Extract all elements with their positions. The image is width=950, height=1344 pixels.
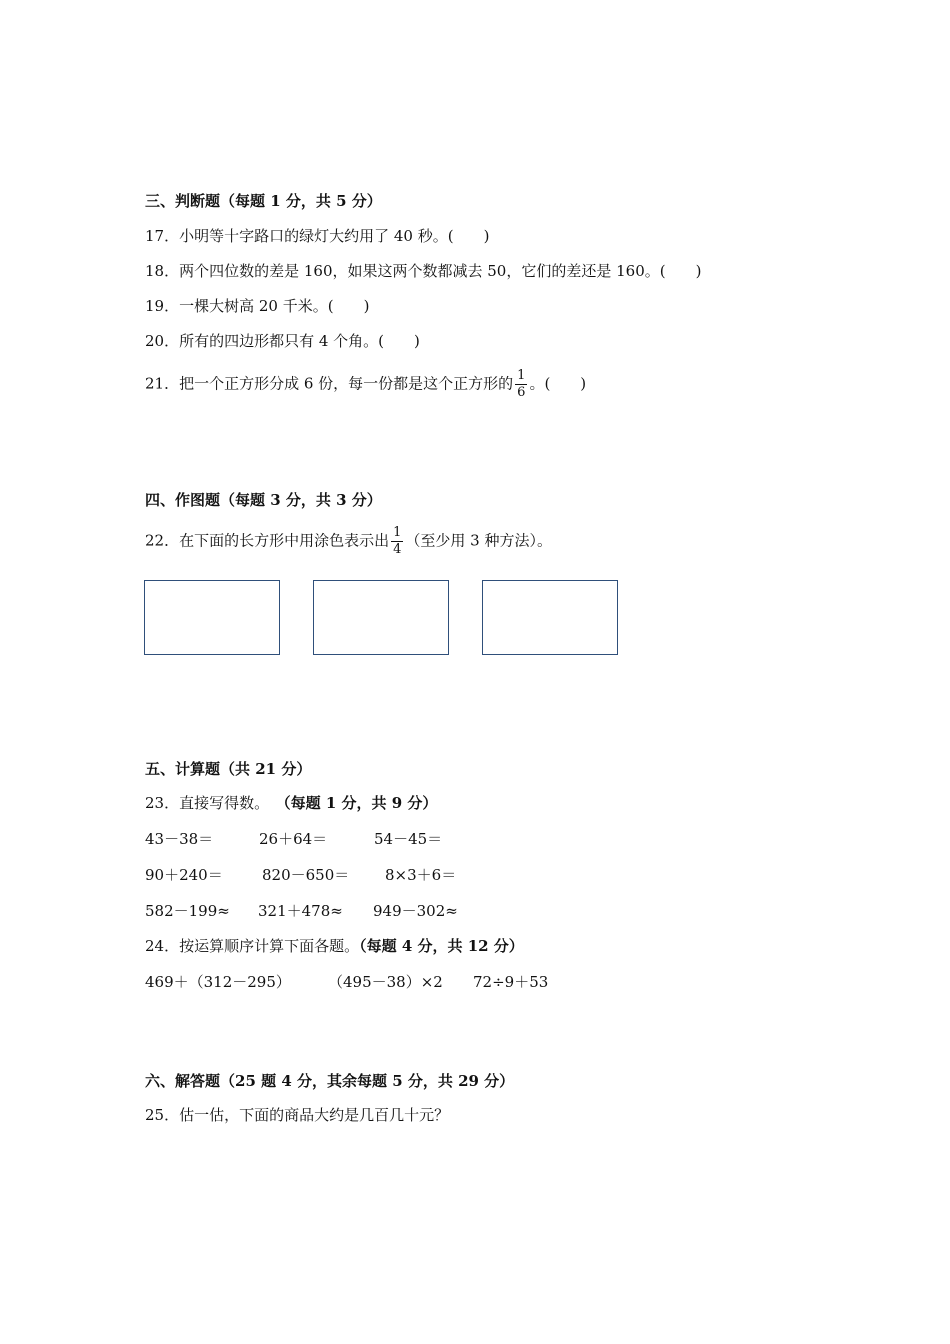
drawing-rectangle-2[interactable]	[313, 580, 449, 655]
fraction-numerator: 1	[517, 368, 526, 383]
calc-item: 26＋64＝	[259, 830, 328, 848]
section6-heading: 六、解答题（25 题 4 分，其余每题 5 分，共 29 分）	[145, 1072, 515, 1090]
question-23-points: （每题 1 分，共 9 分）	[283, 794, 438, 812]
calc-item: 8×3＋6＝	[385, 866, 457, 884]
question-20: 20．所有的四边形都只有 4 个角。( )	[145, 332, 420, 350]
question-24-text: 24．按运算顺序计算下面各题。	[145, 937, 360, 955]
section5-heading: 五、计算题（共 21 分）	[145, 760, 312, 778]
calc-item: （495－38）×2	[328, 973, 443, 991]
question-23	[145, 793, 437, 813]
fraction-denominator: 6	[517, 385, 526, 400]
section3-heading: 三、判断题（每题 1 分，共 5 分）	[145, 192, 382, 210]
calc-item: 820－650＝	[262, 866, 350, 884]
question-23-text: 23．直接写得数。	[145, 794, 270, 812]
question-21-answer-blank: 。( )	[529, 374, 587, 393]
question-24	[145, 936, 524, 956]
drawing-rectangle-1[interactable]	[144, 580, 280, 655]
question-24-points: （每题 4 分，共 12 分）	[359, 937, 524, 955]
calc-item: 949－302≈	[373, 902, 458, 920]
drawing-rectangle-3[interactable]	[482, 580, 618, 655]
calc-item: 321＋478≈	[258, 902, 343, 920]
question-22	[145, 525, 552, 558]
calc-item: 582－199≈	[145, 902, 230, 920]
section4-heading: 四、作图题（每题 3 分，共 3 分）	[145, 491, 382, 509]
question-18: 18．两个四位数的差是 160，如果这两个数都减去 50，它们的差还是 160。( )	[145, 262, 702, 280]
fraction-one-quarter	[391, 525, 403, 558]
question-22-text: 22．在下面的长方形中用涂色表示出	[145, 531, 390, 550]
fraction-numerator: 1	[393, 525, 402, 540]
fraction-denominator: 4	[393, 542, 402, 557]
question-25: 25．估一估，下面的商品大约是几百几十元？	[145, 1106, 450, 1124]
calc-item: 54－45＝	[374, 830, 443, 848]
question-21	[145, 368, 586, 401]
calc-item: 43－38＝	[145, 830, 214, 848]
calc-item: 90＋240＝	[145, 866, 223, 884]
fraction-one-sixth	[515, 368, 527, 401]
calc-item: 469＋（312－295）	[145, 973, 291, 991]
question-21-text: 21．把一个正方形分成 6 份，每一份都是这个正方形的	[145, 374, 514, 393]
question-19: 19．一棵大树高 20 千米。( )	[145, 297, 370, 315]
question-17: 17．小明等十字路口的绿灯大约用了 40 秒。( )	[145, 227, 490, 245]
question-22-instruction: （至少用 3 种方法）。	[405, 531, 552, 550]
calc-item: 72÷9＋53	[473, 973, 549, 991]
